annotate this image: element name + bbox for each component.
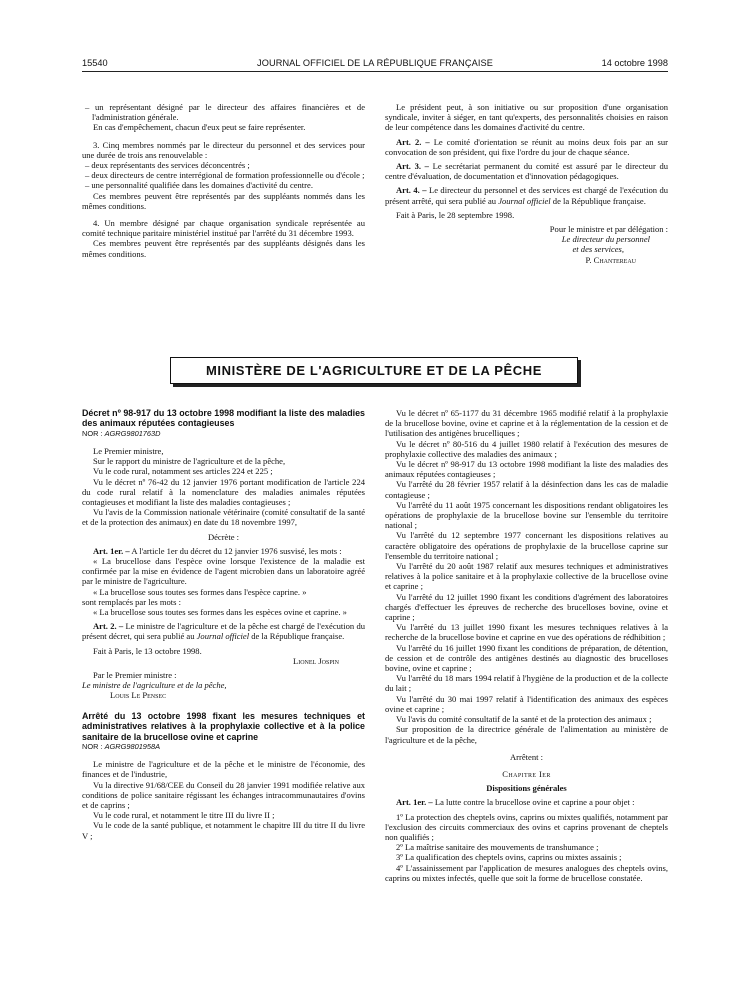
nor-code: AGRG9801763D — [104, 428, 161, 438]
nor-reference — [82, 429, 365, 439]
quote: « La brucellose dans l'espèce ovine lorsque l'existence de la maladie est confirmée par la mise en évidence de l'agent microbien dans un laboratoire agréé par le ministre de l'agriculture. — [82, 556, 365, 587]
article-label: Art. 2. – — [396, 136, 430, 147]
paragraph: Ces membres peuvent être représentés par des suppléants désignés dans les mêmes conditions. — [82, 238, 365, 259]
paragraph: Vu le code de la santé publique, et notamment le chapitre III du titre II du livre V ; — [82, 820, 365, 841]
signatory-title: Le directeur du personnel — [561, 234, 650, 245]
article-label: Art. 4. – — [396, 185, 427, 196]
nor-code: AGRG9801958A — [104, 741, 161, 751]
paragraph: Sur le rapport du ministre de l'agriculture et de la pêche, — [93, 456, 286, 467]
article-label: Art. 3. – — [396, 161, 429, 172]
paragraph: Vu le décret nº 76-42 du 12 janvier 1976 portant modification de l'article 224 du code rural relatif à la nomenclature des maladies animales réputées contagieuses et modifiant la liste des maladies contagieuses ; — [82, 476, 365, 508]
page-header — [82, 58, 668, 72]
journal-title: JOURNAL OFFICIEL DE LA RÉPUBLIQUE FRANÇAISE — [257, 58, 493, 68]
paragraph: Vu l'arrêté du 12 septembre 1977 concernant les dispositions relatives au caractère obligatoire des opérations de prophylaxie de la brucellose caprine sur l'ensemble du territoire national ; — [385, 530, 668, 561]
article-text: de la République française. — [550, 195, 646, 206]
section-heading: Dispositions générales — [486, 783, 567, 794]
signature-date: Fait à Paris, le 28 septembre 1998. — [396, 209, 515, 220]
paragraph: Vu l'arrêté du 11 août 1975 concernant les dispositions rendant obligatoires les opérations de prophylaxie de la brucellose bovine sur l'ensemble du territoire national ; — [385, 499, 668, 531]
paragraph: Vu le code rural, notamment ses articles 224 et 225 ; — [93, 466, 273, 477]
signatory-name: Louis Le Pensec — [110, 690, 167, 701]
paragraph: Vu le décret nº 98-917 du 13 octobre 1998 modifiant la liste des maladies des animaux réputées contagieuses ; — [385, 459, 668, 480]
list-item: 4º L'assainissement par l'application de mesures analogues des cheptels ovins, caprins ou mixtes infectés, quelle que soit la forme de brucellose constatée. — [385, 862, 668, 883]
article-2 — [385, 137, 668, 157]
article-label: Art. 1er. – — [396, 797, 433, 808]
paragraph: 3. Cinq membres nommés par le directeur du personnel et des services pour une durée de trois ans renouvelable : — [82, 139, 365, 160]
nor-reference — [82, 742, 365, 752]
paragraph: 4. Un membre désigné par chaque organisation syndicale représentée au comité technique paritaire ministériel institué par l'arrêté du 31 décembre 1993. — [82, 218, 365, 239]
paragraph: Sur proposition de la directrice générale de l'alimentation au ministère de l'agriculture et de la pêche, — [385, 724, 668, 745]
paragraph: Vu le décret nº 65-1177 du 31 décembre 1965 modifié relatif à la prophylaxie de la brucellose bovine, ovine et caprine et à la réglementation de la cession et de l'utilisation des antigènes brucelliques ; — [385, 408, 668, 439]
header-rule — [82, 71, 668, 72]
paragraph: Vu l'arrêté du 28 février 1957 relatif à la désinfection dans les cas de maladie contagieuse ; — [385, 479, 668, 500]
issue-date: 14 octobre 1998 — [601, 58, 668, 68]
journal-name: Journal officiel — [498, 195, 551, 206]
quote: « La brucellose sous toutes ses formes dans l'espèce caprine. » — [93, 586, 307, 597]
delegation-line: Par le Premier ministre : — [93, 670, 177, 681]
signatory-name: Lionel Jospin — [292, 655, 339, 666]
ministry-banner — [170, 357, 578, 384]
paragraph: Le ministre de l'agriculture et de la pêche et le ministre de l'économie, des finances et de l'industrie, — [82, 759, 365, 780]
paragraph: Vu l'arrêté du 18 mars 1994 relatif à l'hygiène de la production et de la collecte du lait ; — [385, 673, 668, 694]
quote: « La brucellose sous toutes ses formes dans les espèces ovine et caprine. » — [93, 607, 347, 618]
list-item: 1º La protection des cheptels ovins, caprins ou mixtes qualifiés, notamment par l'exclusion des circuits commerciaux des ovins et caprins provenant de cheptels non qualifiés ; — [385, 811, 668, 842]
article-text: Le comité d'orientation se réunit au moins deux fois par an sur convocation de son président, qui fixe l'ordre du jour de chaque séance. — [385, 136, 668, 157]
article-label: Art. 1er. – — [93, 545, 130, 556]
arrete-title: Arrêté du 13 octobre 1998 fixant les mesures techniques et administratives relatives à la prophylaxie collective et à la police sanitaire de la brucellose ovine et caprine — [82, 710, 365, 742]
paragraph: Vu l'arrêté du 16 juillet 1990 fixant les conditions de préparation, de détention, de cession et de contrôle des antigènes destinés au diagnostic des brucelloses bovine, ovine et caprine ; — [385, 642, 668, 674]
paragraph: – un représentant désigné par le directeur des affaires financières et de l'administration générale. — [85, 102, 365, 123]
list-item: – deux directeurs de centre interrégional de formation professionnelle ou d'école ; — [85, 170, 365, 181]
paragraph: Ces membres peuvent être représentés par des suppléants nommés dans les mêmes conditions. — [82, 190, 365, 211]
list-item: – une personnalité qualifiée dans les domaines d'activité du centre. — [85, 180, 313, 191]
article-1 — [82, 546, 365, 556]
chapter-heading: Chapitre Ier — [502, 768, 551, 779]
paragraph: Vu le décret nº 80-516 du 4 juillet 1980 relatif à l'exécution des mesures de prophylaxie collective des maladies des animaux ; — [385, 438, 668, 459]
paragraph: Vu l'arrêté du 12 juillet 1990 fixant les conditions d'agrément des laboratoires chargés d'effectuer les épreuves de recherche des brucelloses bovine, ovine et caprine ; — [385, 591, 668, 623]
paragraph: Vu la directive 91/68/CEE du Conseil du 28 janvier 1991 modifiée relative aux conditions de police sanitaire régissant les échanges intracommunautaires d'ovins et de caprins ; — [82, 779, 365, 810]
article-3 — [385, 161, 668, 181]
paragraph: Vu le code rural, et notamment le titre III du livre II ; — [93, 810, 275, 821]
nor-label: NOR : — [82, 428, 105, 438]
list-item: – deux représentants des services déconcentrés ; — [85, 160, 250, 171]
paragraph: Le Premier ministre, — [93, 446, 164, 457]
top-right-column — [385, 102, 668, 265]
signature-date: Fait à Paris, le 13 octobre 1998. — [93, 645, 202, 656]
decree-title: Décret nº 98-917 du 13 octobre 1998 modifiant la liste des maladies des animaux réputées contagieuses — [82, 408, 365, 429]
delegation-line: Pour le ministre et par délégation : — [549, 224, 668, 235]
decrete-line: Décrète : — [207, 531, 240, 542]
paragraph: En cas d'empêchement, chacun d'eux peut se faire représenter. — [93, 122, 306, 133]
article-text: de la République française. — [249, 631, 345, 642]
arretent-line: Arrêtent : — [510, 751, 543, 762]
article-text: Le secrétariat permanent du comité est assuré par le directeur du centre d'évaluation, de documentation et d'innovation pédagogiques. — [385, 161, 669, 182]
article-text: La lutte contre la brucellose ovine et caprine a pour objet : — [432, 797, 635, 808]
article-1 — [385, 797, 668, 807]
article-text: Le directeur du personnel et des services est chargé de l'exécution du présent arrêté, qui sera publié au — [385, 185, 668, 206]
paragraph: sont remplacés par les mots : — [82, 596, 181, 607]
signatory-title: Le ministre de l'agriculture et de la pêche, — [82, 680, 227, 691]
paragraph: Vu l'avis du comité consultatif de la santé et de la protection des animaux ; — [396, 714, 652, 725]
paragraph: Vu l'avis de la Commission nationale vétérinaire (comité consultatif de la santé et de la protection des animaux) en date du 18 novembre 1997, — [82, 507, 365, 528]
bottom-left-column — [82, 408, 365, 841]
paragraph: Vu l'arrêté du 13 juillet 1990 fixant les mesures techniques relatives à la recherche de la brucellose bovine et caprine en vue des opérations de rédhibition ; — [385, 622, 668, 643]
paragraph: Le président peut, à son initiative ou sur proposition d'une organisation syndicale, inviter à siéger, en tant qu'experts, des personnalités choisies en raison de leur compétence dans les domaines d'activité du centre. — [385, 102, 668, 133]
list-item: 2º La maîtrise sanitaire des mouvements de transhumance ; — [396, 842, 599, 853]
page-number: 15540 — [82, 58, 108, 68]
nor-label: NOR : — [82, 741, 105, 751]
paragraph: Vu l'arrêté du 20 août 1987 relatif aux mesures techniques et administratives relatives à la police sanitaire et à la prophylaxie collective de la brucellose ovine et caprine ; — [385, 561, 668, 592]
top-left-column — [82, 102, 365, 259]
article-text: A l'article 1er du décret du 12 janvier 1976 susvisé, les mots : — [129, 545, 342, 556]
article-text: Le ministre de l'agriculture et de la pêche est chargé de l'exécution du présent décret, qui sera publié au — [82, 621, 365, 642]
article-label: Art. 2. – — [93, 621, 124, 632]
ministry-title: MINISTÈRE DE L'AGRICULTURE ET DE LA PÊCHE — [205, 363, 543, 378]
paragraph: Vu l'arrêté du 30 mai 1997 relatif à l'identification des animaux des espèces ovine et caprine ; — [385, 693, 668, 714]
article-2 — [82, 621, 365, 641]
list-item: 3º La qualification des cheptels ovins, caprins ou mixtes assainis ; — [396, 852, 622, 863]
journal-name: Journal officiel — [196, 631, 250, 642]
bottom-right-column — [385, 408, 668, 883]
article-4 — [385, 185, 668, 205]
signatory-title: et des services, — [572, 244, 624, 255]
signatory-name: P. Chantereau — [585, 254, 636, 265]
